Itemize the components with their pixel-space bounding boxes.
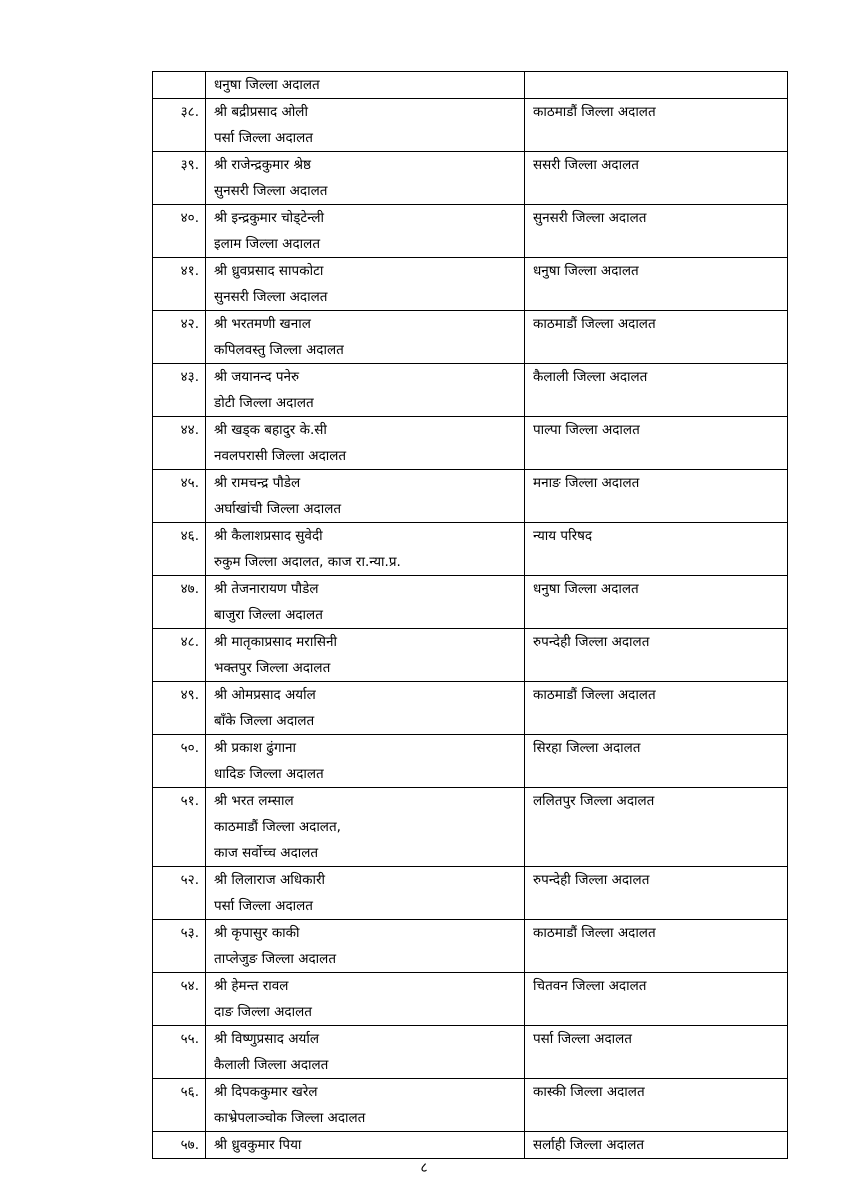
table-row <box>153 470 788 523</box>
transfer-court-cell: सिरहा जिल्ला अदालत <box>525 735 788 788</box>
table-row <box>153 417 788 470</box>
judge-name: श्री कृपासुर काकी <box>214 925 300 941</box>
table-row <box>153 788 788 867</box>
judge-name: श्री हेमन्त रावल <box>214 978 289 994</box>
table-row <box>153 576 788 629</box>
current-court: पर्सा जिल्ला अदालत <box>214 898 313 914</box>
serial-number-cell: ५५. <box>153 1026 206 1079</box>
transfer-court-cell: सर्लाही जिल्ला अदालत <box>525 1132 788 1159</box>
judge-cell <box>206 735 525 788</box>
transfer-court-cell: मनाङ जिल्ला अदालत <box>525 470 788 523</box>
table-row <box>153 523 788 576</box>
transfer-table <box>152 71 788 1159</box>
serial-number-cell: ४२. <box>153 311 206 364</box>
transfer-court-cell: कैलाली जिल्ला अदालत <box>525 364 788 417</box>
serial-number-cell: ५१. <box>153 788 206 867</box>
table-row <box>153 1079 788 1132</box>
serial-number-cell: ४६. <box>153 523 206 576</box>
current-court: दाङ जिल्ला अदालत <box>214 1004 312 1020</box>
transfer-court-cell: रुपन्देही जिल्ला अदालत <box>525 629 788 682</box>
judge-name: श्री जयानन्द पनेरु <box>214 369 300 385</box>
judge-name: श्री दिपककुमार खरेल <box>214 1084 318 1100</box>
serial-number-cell: ५७. <box>153 1132 206 1159</box>
table-row <box>153 867 788 920</box>
serial-number-cell: ३९. <box>153 152 206 205</box>
judge-cell <box>206 417 525 470</box>
current-court: पर्सा जिल्ला अदालत <box>214 130 313 146</box>
judge-cell <box>206 364 525 417</box>
current-court: सुनसरी जिल्ला अदालत <box>214 183 328 199</box>
table-row <box>153 364 788 417</box>
transfer-court-cell: धनुषा जिल्ला अदालत <box>525 576 788 629</box>
transfer-court-cell: ललितपुर जिल्ला अदालत <box>525 788 788 867</box>
transfer-court-cell <box>525 72 788 99</box>
serial-number-cell <box>153 72 206 99</box>
serial-number-cell: ४०. <box>153 205 206 258</box>
judge-name: श्री ध्रुवप्रसाद सापकोटा <box>214 263 324 279</box>
current-court: ताप्लेजुङ जिल्ला अदालत <box>214 951 337 967</box>
serial-number-cell: ४४. <box>153 417 206 470</box>
table-row <box>153 311 788 364</box>
table-row <box>153 629 788 682</box>
page-number: ८ <box>420 1160 428 1176</box>
serial-number-cell: ४१. <box>153 258 206 311</box>
judge-name: श्री इन्द्रकुमार चोड्टेन्ली <box>214 210 325 226</box>
transfer-court-cell: चितवन जिल्ला अदालत <box>525 973 788 1026</box>
current-court: कैलाली जिल्ला अदालत <box>214 1057 329 1073</box>
judge-cell <box>206 576 525 629</box>
judge-name: श्री कैलाशप्रसाद सुवेदी <box>214 528 323 544</box>
transfer-court-cell: काठमाडौं जिल्ला अदालत <box>525 99 788 152</box>
table-row <box>153 205 788 258</box>
judge-cell <box>206 258 525 311</box>
current-court: सुनसरी जिल्ला अदालत <box>214 289 328 305</box>
table-row <box>153 1132 788 1159</box>
judge-cell <box>206 629 525 682</box>
judge-cell <box>206 1026 525 1079</box>
transfer-court-cell: कास्की जिल्ला अदालत <box>525 1079 788 1132</box>
transfer-court-cell: काठमाडौं जिल्ला अदालत <box>525 920 788 973</box>
table-row <box>153 920 788 973</box>
serial-number-cell: ४३. <box>153 364 206 417</box>
judge-cell <box>206 973 525 1026</box>
serial-number-cell: ४७. <box>153 576 206 629</box>
transfer-court-cell: सुनसरी जिल्ला अदालत <box>525 205 788 258</box>
table-row <box>153 682 788 735</box>
serial-number-cell: ५६. <box>153 1079 206 1132</box>
judge-cell <box>206 72 525 99</box>
judge-name: श्री राजेन्द्रकुमार श्रेष्ठ <box>214 157 311 173</box>
transfer-court-cell: काठमाडौं जिल्ला अदालत <box>525 311 788 364</box>
serial-number-cell: ५४. <box>153 973 206 1026</box>
serial-number-cell: ४९. <box>153 682 206 735</box>
judge-name: श्री भरतमणी खनाल <box>214 316 311 332</box>
transfer-court-cell: पर्सा जिल्ला अदालत <box>525 1026 788 1079</box>
table-body <box>153 72 788 1159</box>
judge-name: श्री बद्रीप्रसाद ओली <box>214 104 308 120</box>
current-court: बाँके जिल्ला अदालत <box>214 713 315 729</box>
current-court: कपिलवस्तु जिल्ला अदालत <box>214 342 344 358</box>
current-court: धादिङ जिल्ला अदालत <box>214 766 324 782</box>
judge-cell <box>206 1132 525 1159</box>
judge-name: श्री रामचन्द्र पौडेल <box>214 475 301 491</box>
serial-number-cell: ५२. <box>153 867 206 920</box>
table-row <box>153 99 788 152</box>
serial-number-cell: ४८. <box>153 629 206 682</box>
judge-cell <box>206 523 525 576</box>
current-court: इलाम जिल्ला अदालत <box>214 236 321 252</box>
judge-name: श्री ध्रुवकुमार पिया <box>214 1137 302 1153</box>
judge-name: श्री विष्णुप्रसाद अर्याल <box>214 1031 320 1047</box>
table-row <box>153 1026 788 1079</box>
serial-number-cell: ५०. <box>153 735 206 788</box>
current-court: धनुषा जिल्ला अदालत <box>214 77 320 93</box>
judge-cell <box>206 99 525 152</box>
judge-name: श्री प्रकाश ढुंगाना <box>214 740 297 756</box>
serial-number-cell: ५३. <box>153 920 206 973</box>
judge-cell <box>206 788 525 867</box>
current-court: रुकुम जिल्ला अदालत, काज रा.न्या.प्र. <box>214 554 401 570</box>
judge-name: श्री ओमप्रसाद अर्याल <box>214 687 316 703</box>
transfer-court-cell: रुपन्देही जिल्ला अदालत <box>525 867 788 920</box>
judge-cell <box>206 470 525 523</box>
judge-name: श्री भरत लम्साल <box>214 793 294 809</box>
judge-cell <box>206 152 525 205</box>
current-court: अर्घाखांची जिल्ला अदालत <box>214 501 342 517</box>
table-row <box>153 72 788 99</box>
serial-number-cell: ३८. <box>153 99 206 152</box>
current-court: भक्तपुर जिल्ला अदालत <box>214 660 331 676</box>
table-row <box>153 258 788 311</box>
judge-cell <box>206 311 525 364</box>
judge-cell <box>206 682 525 735</box>
transfer-court-cell: धनुषा जिल्ला अदालत <box>525 258 788 311</box>
judge-cell <box>206 1079 525 1132</box>
judge-cell <box>206 920 525 973</box>
judge-name: श्री खड्क बहादुर के.सी <box>214 422 327 438</box>
transfer-court-cell: न्याय परिषद <box>525 523 788 576</box>
current-court: काभ्रेपलाञ्चोक जिल्ला अदालत <box>214 1110 366 1126</box>
judge-name: श्री लिलाराज अधिकारी <box>214 872 325 888</box>
current-court: काठमाडौं जिल्ला अदालत, <box>214 819 341 835</box>
current-court: बाजुरा जिल्ला अदालत <box>214 607 323 623</box>
current-court: नवलपरासी जिल्ला अदालत <box>214 448 347 464</box>
transfer-court-cell: ससरी जिल्ला अदालत <box>525 152 788 205</box>
judge-name: श्री तेजनारायण पौडेल <box>214 581 319 597</box>
table-row <box>153 735 788 788</box>
table-row <box>153 973 788 1026</box>
serial-number-cell: ४५. <box>153 470 206 523</box>
table-row <box>153 152 788 205</box>
judge-cell <box>206 867 525 920</box>
transfer-court-cell: काठमाडौं जिल्ला अदालत <box>525 682 788 735</box>
judge-cell <box>206 205 525 258</box>
current-court: काज सर्वोच्च अदालत <box>214 845 319 861</box>
transfer-court-cell: पाल्पा जिल्ला अदालत <box>525 417 788 470</box>
current-court: डोटी जिल्ला अदालत <box>214 395 314 411</box>
judge-name: श्री मातृकाप्रसाद मरासिनी <box>214 634 337 650</box>
